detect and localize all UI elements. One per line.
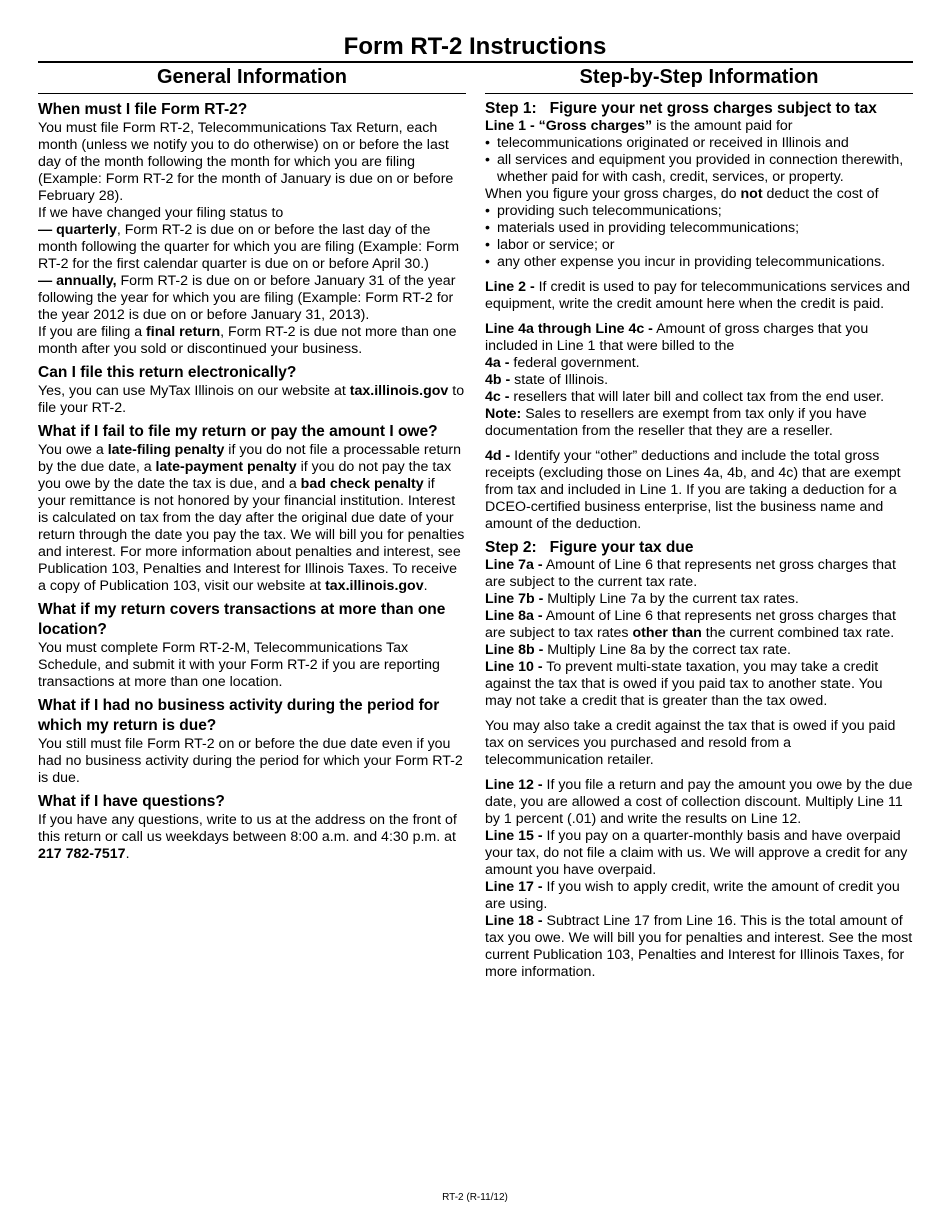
step-1-title: Figure your net gross charges subject to tax (549, 100, 877, 117)
line-7a (485, 557, 913, 591)
step-2-title: Figure your tax due (549, 539, 694, 556)
line-12-label: Line 12 - (485, 777, 543, 793)
line-2-text: If credit is used to pay for telecommunications services and equipment, write the credit amount here when the credit is paid. (485, 279, 911, 312)
line-1-text: is the amount paid for (652, 118, 793, 134)
other-than: other than (632, 625, 702, 641)
line-15 (485, 828, 913, 879)
line-2-paragraph (485, 279, 913, 313)
penalty-t4: if your remittance is not honored by your financial institution. Interest is calculated on tax from the day after the original due date of your return through the date you pay the tax. We will bill you for penalties and interest. For more information about penalties and interest, see Publication 103, Penalties and Interest for Illinois Taxes. To receive a copy of Publication 103, visit our website at (38, 476, 465, 594)
quarterly-text: , Form RT-2 is due on or before the last day of the month following the quarter for which you are filing (Example: Form RT-2 for the first calendar quarter is due on or before April 30.) (38, 222, 460, 272)
quarterly-paragraph (38, 222, 466, 273)
line-15-text: If you pay on a quarter-monthly basis and have overpaid your tax, do not file a claim with us. We will approve a credit for any amount you have overpaid. (485, 828, 908, 878)
question-multiple-locations: What if my return covers transactions at more than one location? (38, 601, 446, 638)
list-item: • materials used in providing telecommunications; (485, 220, 913, 237)
line-8a-text2: the current combined tax rate. (701, 625, 895, 641)
final-return-paragraph (38, 324, 466, 358)
when-file-paragraph: You must file Form RT-2, Telecommunications Tax Return, each month (unless we notify you to do otherwise) on or before the last day of the month following the month for which you are filing (Example: Form RT-2 for the month of January is due on or before February 28). (38, 120, 454, 204)
note-label: Note: (485, 406, 522, 422)
questions-paragraph (38, 812, 466, 863)
line-18 (485, 913, 913, 981)
annually-label: — annually, (38, 273, 117, 289)
note-text: Sales to resellers are exempt from tax only if you have documentation from the reseller that they are a reseller. (485, 406, 867, 439)
gross-charges-list (485, 135, 913, 186)
line-4c (485, 389, 913, 406)
line-4a-text: federal government. (509, 355, 640, 371)
electronic-paragraph (38, 383, 466, 417)
line-8a (485, 608, 913, 642)
line-4-paragraph (485, 321, 913, 355)
line-8b-text: Multiply Line 8a by the correct tax rate. (543, 642, 791, 658)
step-by-step-column (485, 64, 913, 981)
step-2-heading (485, 538, 913, 557)
step-by-step-heading: Step-by-Step Information (485, 64, 913, 94)
form-revision-footer: RT-2 (R-11/12) (442, 1192, 508, 1203)
line-8b (485, 642, 913, 659)
line-18-label: Line 18 - (485, 913, 543, 929)
line-12-text: If you file a return and pay the amount you owe by the due date, you are allowed a cost of collection discount. Multiply Line 11 by 1 percent (.01) and write the results on Line 12. (485, 777, 913, 827)
list-item: • any other expense you incur in providing telecommunications. (485, 254, 913, 271)
penalty-t3: if you do not pay the tax you owe by the date the tax is due, and a (38, 459, 452, 492)
phone-number: 217 782-7517 (38, 846, 126, 862)
line-4c-label: 4c - (485, 389, 510, 405)
line-4b-label: 4b - (485, 372, 511, 388)
final-pre: If you are filing a (38, 324, 147, 340)
line-4-text: Amount of gross charges that you included in Line 1 that were billed to the (485, 321, 869, 354)
list-item: • all services and equipment you provided in connection therewith, whether paid for with cash, credit, services, or property. (485, 152, 913, 186)
step-1-label: Step 1: (485, 100, 537, 117)
final-return-bold: final return (146, 324, 221, 340)
line-8a-text1: Amount of Line 6 that represents net gross charges that are subject to tax rates (485, 608, 896, 641)
deduct-paragraph (485, 186, 913, 203)
electronic-pre: Yes, you can use MyTax Illinois on our website at (38, 383, 350, 399)
penalty-t2: if you do not file a processable return by the due date, a (38, 442, 461, 475)
late-payment-penalty: late-payment penalty (155, 459, 297, 475)
line-4-label: Line 4a through Line 4c - (485, 321, 653, 337)
deduct-list (485, 203, 913, 271)
question-no-activity: What if I had no business activity during the period for which my return is due? (38, 697, 440, 734)
credit-paragraph: You may also take a credit against the tax that is owed if you paid tax on services you purchased and resold from a telecommunication retailer. (485, 718, 896, 768)
step-1-heading (485, 99, 913, 118)
line-2-label: Line 2 - (485, 279, 535, 295)
penalty-t1: You owe a (38, 442, 108, 458)
line-12 (485, 777, 913, 828)
question-when-file: When must I file Form RT-2? (38, 101, 248, 118)
electronic-post: to file your RT-2. (38, 383, 465, 416)
title-rule (38, 61, 913, 63)
deduct-not: not (740, 186, 763, 202)
filing-status-intro: If we have changed your filing status to (38, 205, 284, 221)
annually-paragraph (38, 273, 466, 324)
line-18-text: Subtract Line 17 from Line 16. This is the total amount of tax you owe. We will bill you for penalties and interest. See the most current Publication 103, Penalties and Interest for Illinois Taxes, for more information. (485, 913, 913, 980)
line-8b-label: Line 8b - (485, 642, 544, 658)
question-fail-to-file: What if I fail to file my return or pay the amount I owe? (38, 423, 438, 440)
general-information-heading: General Information (38, 64, 466, 94)
line-10-text: To prevent multi-state taxation, you may take a credit against the tax that is owed if you paid tax to another state. You may not take a credit that is greater than the tax owed. (485, 659, 883, 709)
line-10-label: Line 10 - (485, 659, 543, 675)
list-item: • providing such telecommunications; (485, 203, 913, 220)
questions-post: . (125, 846, 130, 862)
question-have-questions: What if I have questions? (38, 793, 225, 810)
deduct-pre: When you figure your gross charges, do (485, 186, 741, 202)
line-15-label: Line 15 - (485, 828, 543, 844)
line-4b (485, 372, 913, 389)
line-7a-label: Line 7a - (485, 557, 543, 573)
bad-check-penalty: bad check penalty (300, 476, 424, 492)
line-17-text: If you wish to apply credit, write the amount of credit you are using. (485, 879, 900, 912)
multiple-locations-paragraph: You must complete Form RT-2-M, Telecommunications Tax Schedule, and submit it with your Form RT-2 if you are reporting transactions at more than one location. (38, 640, 440, 690)
final-post: , Form RT-2 is due not more than one month after you sold or discontinued your business. (38, 324, 457, 357)
website-link[interactable]: tax.illinois.gov (325, 578, 424, 594)
quarterly-label: — quarterly (38, 222, 117, 238)
line-10 (485, 659, 913, 710)
line-4d-paragraph (485, 448, 913, 533)
line-4a-label: 4a - (485, 355, 510, 371)
general-information-column (38, 64, 466, 863)
line-4c-text: resellers that will later bill and collect tax from the end user. (509, 389, 885, 405)
step-2-label: Step 2: (485, 539, 537, 556)
line-4a (485, 355, 913, 372)
line-7b-label: Line 7b - (485, 591, 544, 607)
line-17 (485, 879, 913, 913)
line-7a-text: Amount of Line 6 that represents net gross charges that are subject to the current tax rate. (485, 557, 896, 590)
list-item: • labor or service; or (485, 237, 913, 254)
line-8a-label: Line 8a - (485, 608, 543, 624)
line-17-label: Line 17 - (485, 879, 543, 895)
late-filing-penalty: late-filing penalty (107, 442, 225, 458)
page-title: Form RT-2 Instructions (343, 33, 607, 60)
deduct-post: deduct the cost of (762, 186, 879, 202)
list-item: • telecommunications originated or received in Illinois and (485, 135, 913, 152)
line-4d-label: 4d - (485, 448, 511, 464)
line-7b (485, 591, 913, 608)
reseller-note (485, 406, 913, 440)
line-7b-text: Multiply Line 7a by the current tax rates. (543, 591, 799, 607)
line-4b-text: state of Illinois. (510, 372, 609, 388)
line-1-label: Line 1 - “Gross charges” (485, 118, 653, 134)
line-4d-text: Identify your “other” deductions and include the total gross receipts (excluding those on Lines 4a, 4b, and 4c) that are exempt from tax and included in Line 1. If you are taking a deduction for a DCEO-certified business enterprise, list the business name and amount of the deduction. (485, 448, 901, 532)
questions-pre: If you have any questions, write to us at the address on the front of this return or call us weekdays between 8:00 a.m. and 4:30 p.m. at (38, 812, 457, 845)
annually-text: Form RT-2 is due on or before January 31 of the year following the year for which you are filing (Example: Form RT-2 for the year 2012 is due on or before January 31, 2013). (38, 273, 456, 323)
no-activity-paragraph: You still must file Form RT-2 on or before the due date even if you had no business activity during the period for which your Form RT-2 is due. (38, 736, 463, 786)
question-electronic: Can I file this return electronically? (38, 364, 297, 381)
website-link[interactable]: tax.illinois.gov (349, 383, 449, 399)
penalty-t5: . (423, 578, 428, 594)
penalty-paragraph (38, 442, 466, 595)
line-1-paragraph (485, 118, 913, 135)
